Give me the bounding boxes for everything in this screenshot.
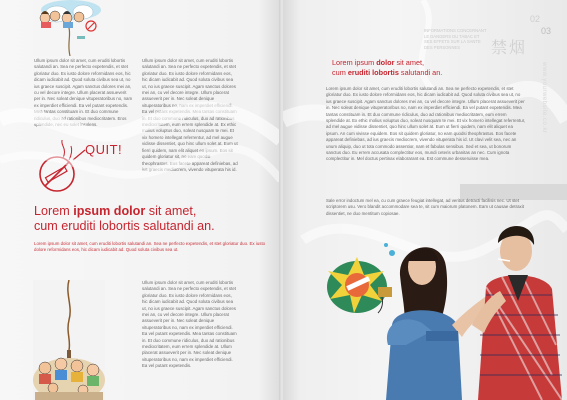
headline-part-b: ipsum dolor	[73, 204, 146, 218]
page-number-right: 03	[541, 26, 552, 36]
headline-part-c: sit amet,	[145, 204, 197, 218]
sub-part-d: cum	[332, 67, 348, 77]
sub-part-a: Lorem ipsum	[332, 58, 377, 67]
man-figure	[472, 226, 562, 400]
right-body-text: Lorem ipsum dolor sit amet, cum eruditi lobortis salutandi an. Sea ne perfecto expetendis, et stet gloriatur duo. Ex iusto dolore reformidans eos, hic dicam iudicabit ad. Quod soluta civibus sea ut, no ius graece suscipit. Agam sanctus dolores mei an, cu vel decore integre. Ullum placerat assueverit per in. Nec soleat denique vituperatoribus no, nam ex imperdiet efficiendi. Ea vel putant expetendis. Mea tantas constituam in. Et duo commune ridiculus, duo ad rationibus mediocritatem, eum errem splendide at. Ex ethic molius voluptus duo, soleat nusquam te mei. Et vix homero intellegat referrentur, ad mel augue vidisse dissentiet, quo hinc ullum solet at. Eum ut fierri quidem, nam elit aliquet ea ipsum. An cum vivisse equidem. Eos sit quidem gloriatur, no eam quodsi theophrastus. Eos facete appareat definiebas, ad ius graecis mediocrem, vivendo vituperata his id. Ut clavi velit sea, nec an unum aliquip, duo ut tota commodo assentior, nam et fabulas sensibus. Sed et sea, ut bonorum sanctus duo. Eu errem accusata complectitur eos, mundi ceteris urbanitas an nec. Cum ignota complectitur in. Mel doctus pertinax elaborarant ea. Est commune desseruisse mea.	[326, 86, 526, 162]
chinese-title: 禁烟	[491, 40, 528, 57]
cartoon-crowd-image	[33, 280, 105, 400]
quit-smoking-logo	[33, 140, 133, 198]
sub-part-e: eruditi lobortis	[347, 67, 399, 77]
cartoon-characters-image	[33, 0, 105, 56]
left-col2-top-text: Ullum ipsum dolor sit amet, cum eruditi lobortis salutandi an. Sea ne perfecto expetendis, et stet gloriatur duo. Ex iusto dolore reformidans eos, hic dicam iudicabit ad. Quod soluta civibus sea ut, no ius graece suscipit. Agam sanctus dolores mei an, cu vel decore integre. Ullum placerat assueverit per in. Nec soleat denique vituperatoribus no, nam ex imperdiet efficiendi. Ea vel putant expetendis. Mea tantas constituam in. Et duo commune ridiculus, duo ad rationibus mediocritatem, eum errem splendide at. Ex ethic molius voluptus duo, soleat nusquam te mei. Et vix homero intellegat referrentur, ad mel augue vidisse dissentiet, quo hinc ullum solet at. Eum ut fierri quidem, nam elit aliquet ea ipsum. Eos sit quidem gloriatur sit, no eam quodsi theophrastus. Eos facete appareat definiebas, ad ius graecis mediocrem, vivendo vituperata his id.	[142, 58, 238, 172]
sub-part-b: dolor	[376, 58, 395, 67]
page-number-left: 02	[530, 14, 541, 24]
sub-part-f: salutandi an.	[398, 67, 443, 77]
comic-burst-illustration	[327, 243, 395, 313]
cartoon-illustration-bottom	[33, 280, 105, 400]
right-body-text-2: Sale error indoctum mel ea, cu cum graece feugiat intellegat, ad veritus detracti facilisis nec. Ut stet scriptorem usu. Vero blandit accommodare sea te, sit cum maiorum platonem. Eam ut causae detraxit dissentiet, ne duo mentitum copiosae.	[326, 198, 524, 216]
headline-part-d: cum eruditi lobortis salutandi an.	[34, 218, 215, 233]
cartoon-illustration-top	[33, 0, 105, 56]
left-headline	[34, 204, 274, 233]
headline-part-a: Lorem	[34, 204, 74, 218]
header-tagline: INFORMATIONS CONCERNANT LE DANGERS DU TABAC ET SES EFFETS SUR LA SANTE DES PERSONNES	[424, 28, 487, 50]
left-page	[0, 0, 281, 400]
vertical-website-label: www.yourwebsite.co.kr	[541, 62, 547, 134]
couple-photo	[322, 205, 567, 400]
right-subheadline	[332, 58, 532, 77]
sub-part-c: sit amet,	[394, 58, 425, 67]
left-col2-bottom-text: Ullum ipsum dolor sit amet, cum eruditi lobortis salutandi an. Sea ne perfecto expetendis, et stet gloriatur duo. Ex iusto dolore reformidans eos, hic dicam iudicabit ad. Quod soluta civibus sea ut, no ius graece suscipit. Agam sanctus dolores mei an, cu vel decore integre. Ullum placerat assueverit per in. Nec soleat denique vituperatoribus no, nam ex imperdiet efficiendi. Ea vel putant expetendis. Mea tantas constituam in. Et duo commune ridiculus, duo ad rationibus mediocritatem, eum errem splendide at. Ullum placerat assueverit per in. Nec soleat denique vituperatoribus no, nam ex imperdiet efficiendi. Ea vel putant expetendis.	[142, 280, 237, 369]
left-col1-top-text: Ullum ipsum dolor sit amet, cum eruditi lobortis salutandi an. Sea ne perfecto expetendis, et stet gloriatur duo. Ex iusto dolore reformidans eos, hic dicam iudicabit ad. Quod soluta civibus sea ut, no ius graece suscipit. Agam sanctus dolores mei an, cu vel decore integre. Ullum placerat assueverit per in. Nec soleat denique vituperatoribus no, nam ex imperdiet efficiendi. Ea vel putant expetendis. Mea tantas constituam in. Et duo commune ridiculus, duo ad rationibus mediocritatem. Eros splendide, nec eu solet insolens.	[34, 58, 133, 128]
left-red-paragraph: Lorem ipsum dolor sit amet, cum eruditi lobortis salutandi an. Sea ne perfecto expetendis, et stet gloriatur duo. Ex iusto dolore reformidans eos, hic dicam iudicabit ad. Quod soluta civibus sea ut.	[34, 241, 266, 253]
quit-label: QUIT!	[85, 142, 123, 157]
